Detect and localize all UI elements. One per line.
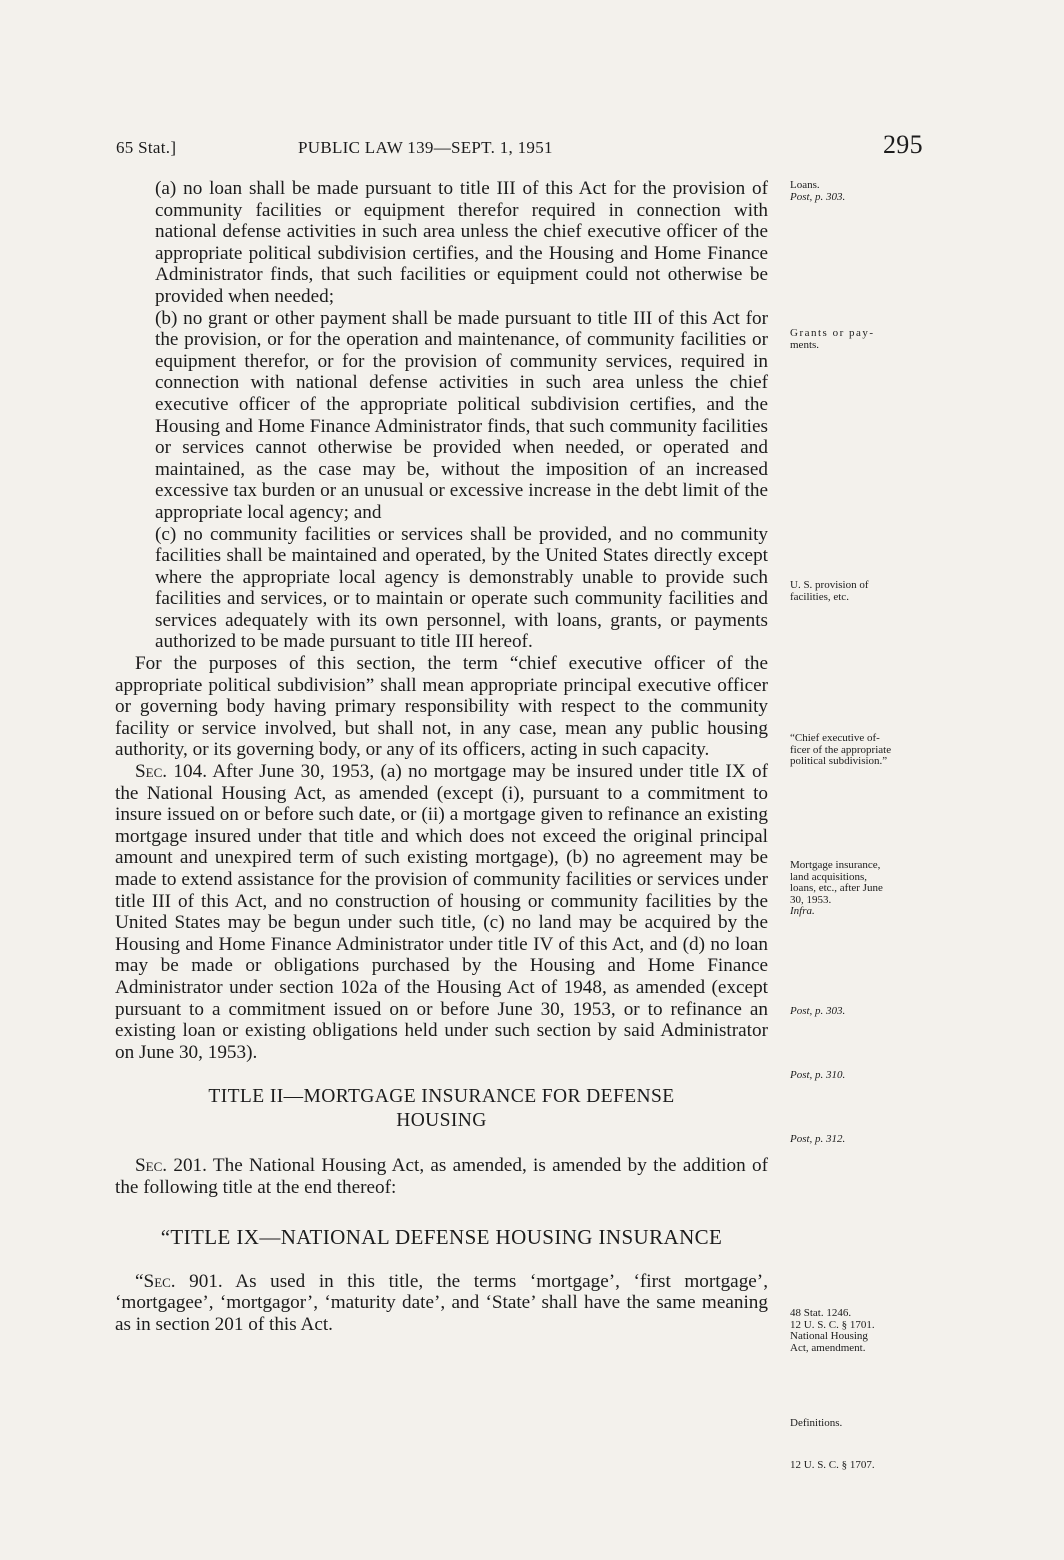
note-loans-ref: Post, p. 303.	[790, 190, 846, 203]
note-mort-line5: Infra.	[790, 905, 815, 917]
volume-reference: 65 Stat.]	[116, 138, 177, 157]
note-post-310-text: Post, p. 310.	[790, 1069, 846, 1081]
note-loans	[790, 180, 930, 203]
note-mort-line4: 30, 1953.	[790, 893, 832, 906]
section-201	[115, 1155, 768, 1198]
section-104	[115, 761, 768, 1063]
main-text	[115, 178, 768, 1335]
section-201-text: The National Housing Act, as amended, is amended by the addition of the following title at the end thereof:	[115, 1155, 768, 1198]
note-post-312	[790, 1134, 930, 1146]
note-mort-line1: Mortgage insurance,	[790, 859, 881, 871]
note-stat-line3: National Housing	[790, 1330, 868, 1342]
note-grants-line1: Grants or pay-	[790, 327, 875, 339]
note-us-provision	[790, 580, 930, 603]
note-usc-1707: 12 U. S. C. § 1707.	[790, 1459, 875, 1471]
section-201-label: Sec. 201.	[135, 1155, 207, 1177]
note-us-line1: U. S. provision of	[790, 579, 869, 591]
note-us-line2: facilities, etc.	[790, 590, 849, 603]
note-mortgage-insurance	[790, 860, 930, 918]
section-901-text: As used in this title, the terms ‘mortgage’, ‘first mortgage’, ‘mortgagee’, ‘mortgagor’, ‘maturity date’, and ‘State’ shall have the same meaning as in section 201 of this Act.	[115, 1270, 768, 1335]
definition-paragraph: For the purposes of this section, the term “chief executive officer of the appropriate political subdivision” shall mean appropriate principal executive officer or governing body having primary responsibility with respect to the community facility or service involved, but shall not, in any case, mean any public housing authority, or its governing body, or any of its officers, acting in such capacity.	[115, 653, 768, 761]
title-ix-heading: “TITLE IX—NATIONAL DEFENSE HOUSING INSURANCE	[160, 1224, 723, 1249]
note-chief-line1: “Chief executive of-	[790, 732, 880, 744]
note-chief-executive	[790, 733, 930, 768]
note-grants-line2: ments.	[790, 338, 820, 351]
note-post-312-text: Post, p. 312.	[790, 1133, 846, 1145]
section-104-label: Sec. 104.	[135, 761, 208, 783]
note-stat-line2: 12 U. S. C. § 1701.	[790, 1318, 875, 1331]
section-901	[115, 1271, 768, 1336]
note-chief-line2: ficer of the appropriate	[790, 743, 892, 756]
note-loans-line: Loans.	[790, 179, 820, 191]
note-post-310	[790, 1070, 930, 1082]
paragraph-c: (c) no community facilities or services shall be provided, and no community facilities shall be maintained and operated, by the United States directly except where the appropriate local agency is demonstrably unable to provide such facilities and services, or to maintain or operate such community facilities and services adequately with its own personnel, with loans, grants, or payments authorized to be made pursuant to title III hereof.	[155, 523, 768, 653]
section-901-label: “Sec. 901.	[135, 1270, 223, 1292]
note-statute-ref	[790, 1308, 930, 1354]
paragraph-a: (a) no loan shall be made pursuant to title III of this Act for the provision of community facilities or equipment therefor required in connection with national defense activities in such area unless the chief executive officer of the appropriate political subdivision certifies, and the Housing and Home Finance Administrator finds, that such facilities or equipment could not otherwise be provided when needed;	[155, 178, 768, 307]
note-post-303-text: Post, p. 303.	[790, 1005, 846, 1017]
note-chief-line3: political subdivision.”	[790, 755, 888, 767]
note-mort-line2: land acquisitions,	[790, 870, 867, 883]
note-definitions: Definitions.	[790, 1417, 843, 1429]
note-post-303	[790, 1006, 930, 1018]
section-104-text: After June 30, 1953, (a) no mortgage may be insured under title IX of the National Housing Act, as amended (except (i), pursuant to a commitment to insure issued on or before such date, or (ii) a mortgage given to refinance an existing mortgage insured under that title and which does not exceed the original principal amount and unexpired term of such existing mortgage), (b) no agreement may be made to extend assistance for the provision of community facilities or services under title III of this Act, and no construction of housing or community facilities by the United States may be begun under such title, (c) no land may be acquired by the Housing and Home Finance Administrator under title IV of this Act, and (d) no loan may be made or obligations purchased by the Housing and Home Finance Administrator under section 102a of the Housing Act of 1948, as amended (except pursuant to a commitment issued on or before June 30, 1953, or to refinance an existing loan or existing obligations held under such section by said Administrator on June 30, 1953).	[115, 761, 768, 1063]
note-mort-line3: loans, etc., after June	[790, 882, 883, 894]
note-grants	[790, 328, 930, 351]
note-stat-line4: Act, amendment.	[790, 1341, 866, 1354]
title-ii-heading-line1: TITLE II—MORTGAGE INSURANCE FOR DEFENSE	[208, 1086, 675, 1108]
running-head: PUBLIC LAW 139—SEPT. 1, 1951	[298, 138, 553, 157]
paragraph-b: (b) no grant or other payment shall be made pursuant to title III of this Act for the provision, or for the operation and maintenance, of community facilities or equipment therefor, or for the provision of community services, required in connection with national defense activities in such area unless the chief executive officer of the appropriate political subdivision certifies, and the Housing and Home Finance Administrator finds, that such community facilities or services cannot otherwise be provided when needed, or operated and maintained, as the case may be, without the imposition of an increased excessive tax burden or an unusual or excessive increase in the debt limit of the appropriate local agency; and	[155, 307, 768, 523]
page-number: 295	[883, 130, 923, 159]
note-stat-line1: 48 Stat. 1246.	[790, 1307, 852, 1319]
title-ii-heading-line2: HOUSING	[396, 1110, 487, 1132]
